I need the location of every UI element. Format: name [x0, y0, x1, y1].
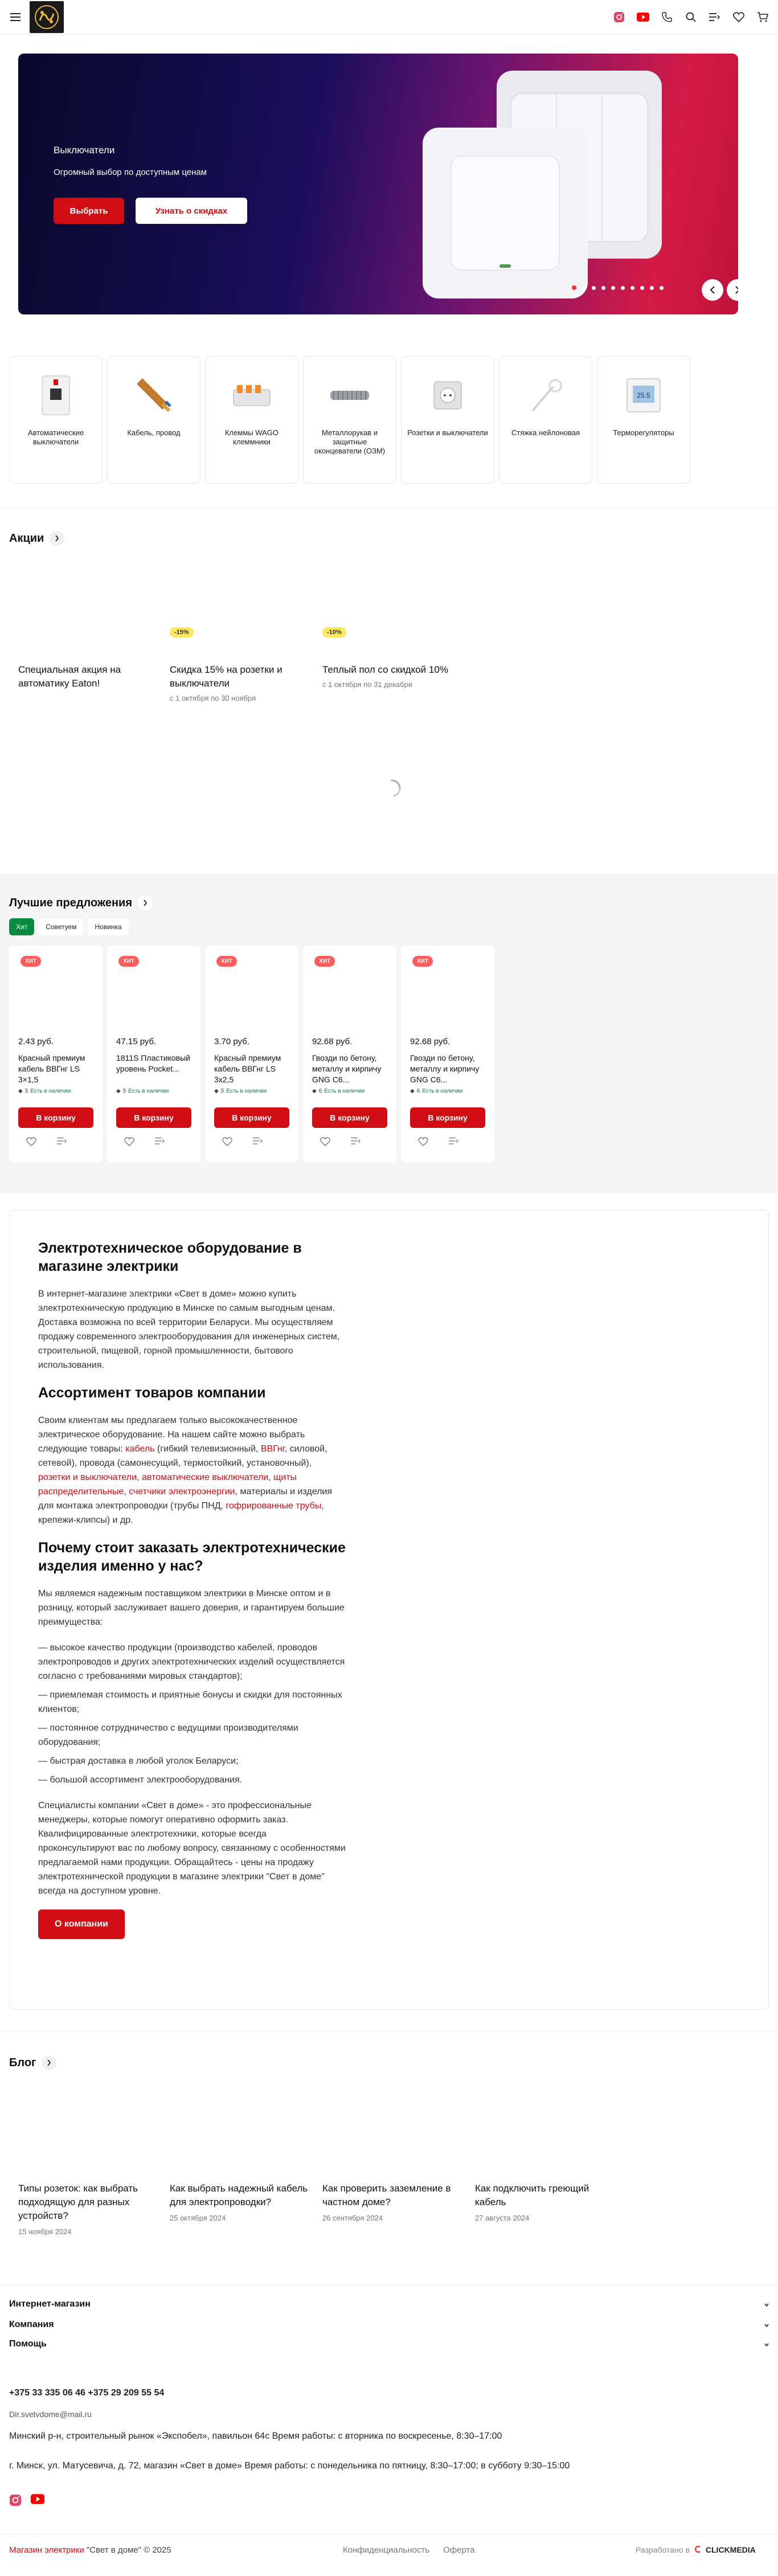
header-left — [9, 1, 64, 33]
stock-label: Есть в наличии — [324, 1088, 365, 1094]
product-card[interactable] — [205, 946, 298, 1162]
slider-dot[interactable] — [630, 286, 634, 290]
heart-icon[interactable] — [222, 1137, 232, 1149]
hit-badge: ХИТ — [314, 956, 335, 967]
blog-title-text: Как подключить греющий кабель — [475, 2183, 589, 2207]
socket-icon — [425, 373, 470, 418]
chevron-down-icon — [764, 2339, 769, 2349]
site-header — [0, 0, 778, 34]
about-heading: Электротехническое оборудование в магазине электрики — [38, 1240, 302, 1274]
category-label: Стяжка нейлоновая — [511, 428, 580, 437]
chevron-right-icon — [50, 531, 64, 546]
blog-title: Блог — [9, 2056, 36, 2069]
footer-email[interactable]: Dir.svetvdome@mail.ru — [9, 2410, 92, 2419]
stock-status — [214, 1088, 267, 1094]
phone-icon[interactable] — [661, 11, 673, 23]
cable-tie-icon — [523, 373, 568, 418]
svg-text:25.5: 25.5 — [637, 391, 650, 399]
stock-label: Есть в наличии — [128, 1088, 169, 1094]
add-to-cart-button[interactable]: В корзину — [410, 1107, 485, 1128]
link-vvgng[interactable]: ВВГнг — [260, 1444, 285, 1454]
developer-credit[interactable] — [636, 2545, 756, 2554]
blog-title-text: Типы розеток: как выбрать подходящую для разных устройств? — [18, 2183, 138, 2221]
clickmedia-logo-icon — [694, 2545, 701, 2554]
thermostat-icon — [621, 373, 666, 418]
slider-dot[interactable] — [592, 286, 596, 290]
add-to-cart-button[interactable]: В корзину — [116, 1107, 191, 1128]
category-label: Металлорукав и защитные оконцеватели (ОЗМ) — [314, 428, 386, 455]
slider-dots — [572, 285, 664, 290]
add-to-cart-button[interactable]: В корзину — [18, 1107, 93, 1128]
stock-status — [116, 1088, 169, 1094]
compare-icon[interactable] — [155, 1137, 165, 1149]
promo-title: Специальная акция на автоматику Eaton! — [18, 664, 121, 689]
legal-links — [343, 2545, 475, 2555]
text: , силовой, сетевой), провода (самонесущий, термостойкий, установочный), — [38, 1444, 327, 1468]
offers-title: Лучшие предложения — [9, 896, 133, 909]
text: , материалы и изделия для монтажа электропроводки (трубы ПНД, — [38, 1487, 333, 1511]
footer-section-company[interactable] — [9, 2320, 769, 2330]
blog-title-text: Как проверить заземление в частном доме? — [322, 2183, 451, 2207]
why-paragraph: Мы являемся надежным поставщиком электрики в Минске оптом и в розницу, который заслуживает вашего доверия, и гарантируем большие преимущества: — [38, 1589, 345, 1627]
youtube-icon[interactable] — [637, 11, 649, 23]
chevron-right-icon — [42, 2055, 56, 2070]
footer-phones[interactable]: +375 33 335 06 46 +375 29 209 55 54 — [9, 2388, 165, 2398]
text: , — [268, 1473, 274, 1482]
about-paragraph: В интернет-магазине электрики «Свет в доме» можно купить электротехническую продукцию в Минске по самым выгодным ценам. Доставка возможна по всей территории Беларуси. Мы осуществляем продажу современного электрооборудования для инженерных систем, строительной, пищевой, горной промышленности, бытового использования. — [38, 1289, 340, 1370]
about-company-button[interactable]: О компании — [38, 1909, 125, 1939]
slider-prev-button[interactable] — [702, 279, 723, 301]
choose-button[interactable]: Выбрать — [54, 198, 124, 224]
category-label: Кабель, провод — [127, 428, 181, 437]
benefit-item: — быстрая доставка в любой уголок Беларуси; — [38, 1756, 239, 1766]
product-price: 2.43 руб. — [18, 1037, 54, 1046]
assortment-paragraph — [38, 1413, 346, 1527]
tab-hit[interactable]: Хит — [9, 918, 34, 935]
heart-icon[interactable] — [26, 1137, 36, 1149]
category-label: Розетки и выключатели — [407, 428, 488, 437]
category-card[interactable] — [107, 356, 200, 484]
tab-recommended[interactable]: Советуем — [39, 918, 83, 935]
stock-count: 6 — [416, 1088, 420, 1094]
compare-icon[interactable] — [57, 1137, 67, 1149]
hero-banner — [18, 54, 738, 314]
link-shields[interactable]: щиты распределительные — [38, 1473, 297, 1496]
promo-title: Теплый пол со скидкой 10% — [322, 664, 448, 675]
promo-spacer — [322, 644, 465, 663]
compare-icon[interactable] — [449, 1137, 459, 1149]
promo-date: с 1 октября по 30 ноября — [170, 694, 256, 702]
heart-icon[interactable] — [732, 11, 745, 23]
compare-icon[interactable] — [709, 11, 721, 23]
discounts-button[interactable]: Узнать о скидках — [136, 198, 247, 224]
benefit-item: — приемлемая стоимость и приятные бонусы и скидки для постоянных клиентов; — [38, 1690, 342, 1714]
stock-label: Есть в наличии — [226, 1088, 267, 1094]
category-card[interactable] — [303, 356, 396, 484]
link-pipes[interactable]: гофрированные трубы — [226, 1501, 322, 1511]
product-actions — [320, 1137, 361, 1149]
blog-heading[interactable] — [9, 2055, 56, 2070]
why-heading: Почему стоит заказать электротехнические изделия именно у нас? — [38, 1540, 346, 1574]
blog-title-text: Как выбрать надежный кабель для электропроводки? — [170, 2183, 308, 2207]
product-card[interactable] — [9, 946, 103, 1162]
benefit-item: — высокое качество продукции (производство кабелей, проводов электропроводов и других электротехнических изделий осуществляется согласно с требованиями мировых стандартов); — [38, 1643, 345, 1681]
heart-icon[interactable] — [418, 1137, 428, 1149]
stock-label: Есть в наличии — [422, 1088, 463, 1094]
promotions-title: Акции — [9, 531, 44, 545]
text: , крепежи-клипсы) и др. — [38, 1501, 324, 1525]
stock-count: 5 — [122, 1088, 126, 1094]
assortment-heading: Ассортимент товаров компании — [38, 1385, 266, 1401]
divider — [0, 2031, 778, 2032]
product-name[interactable]: 1811S Пластиковый уровень Pocket... — [116, 1053, 190, 1073]
category-list — [9, 356, 690, 484]
slider-dot[interactable] — [611, 286, 615, 290]
breaker-icon — [33, 373, 79, 418]
youtube-icon[interactable] — [31, 2494, 44, 2509]
stock-dot-icon: ◆ — [410, 1088, 415, 1094]
copyright-brand: Магазин электрики — [9, 2545, 84, 2555]
blog-card[interactable] — [322, 2182, 462, 2222]
blog-date: 25 октября 2024 — [170, 2214, 226, 2222]
chevron-right-icon — [735, 286, 738, 294]
compare-icon[interactable] — [351, 1137, 361, 1149]
blog-date: 27 августа 2024 — [475, 2214, 530, 2222]
developer-label: Разработано в — [636, 2545, 690, 2554]
promo-date: с 1 октября по 31 декабря — [322, 680, 412, 689]
blog-date: 26 сентября 2024 — [322, 2214, 383, 2222]
footer-section-help[interactable] — [9, 2339, 769, 2349]
footer-section-shop[interactable] — [9, 2299, 769, 2309]
compare-icon[interactable] — [253, 1137, 263, 1149]
promo-badge-wrap — [322, 627, 465, 644]
chevron-down-icon — [764, 2320, 769, 2330]
slider-dot[interactable] — [582, 286, 586, 290]
cart-icon[interactable] — [756, 11, 769, 23]
category-label: Автоматические выключатели — [27, 428, 84, 446]
cable-icon — [131, 373, 177, 418]
chevron-left-icon — [710, 286, 715, 294]
copyright — [9, 2545, 171, 2555]
product-card[interactable] — [303, 946, 396, 1162]
discount-badge: -10% — [322, 627, 346, 637]
category-card[interactable] — [597, 356, 690, 484]
offer-link[interactable]: Оферта — [443, 2545, 475, 2555]
product-actions — [222, 1137, 263, 1149]
link-meters[interactable]: счетчики электроэнергии — [129, 1487, 235, 1496]
instagram-icon[interactable] — [9, 2494, 22, 2509]
instagram-icon[interactable] — [613, 11, 625, 23]
switch-product-image — [388, 59, 707, 310]
heart-icon[interactable] — [320, 1137, 330, 1149]
benefit-item: — постоянное сотрудничество с ведущими производителями оборудования; — [38, 1723, 298, 1747]
heart-icon[interactable] — [124, 1137, 134, 1149]
loading-spinner-icon — [382, 778, 402, 799]
metal-hose-icon — [327, 373, 372, 418]
stock-count: 6 — [318, 1088, 322, 1094]
product-card[interactable] — [107, 946, 200, 1162]
copyright-text: "Свет в доме" © 2025 — [84, 2545, 171, 2555]
product-price: 3.70 руб. — [214, 1037, 249, 1046]
footer-social — [9, 2494, 44, 2509]
stock-count: 5 — [24, 1088, 28, 1094]
hit-badge: ХИТ — [118, 956, 139, 967]
benefit-item: — большой ассортимент электрооборудования. — [38, 1775, 243, 1785]
product-price: 47.15 руб. — [116, 1037, 157, 1046]
hamburger-icon[interactable] — [9, 11, 22, 23]
link-sockets[interactable]: розетки и выключатели — [38, 1473, 137, 1482]
blog-card[interactable] — [170, 2182, 309, 2222]
category-label: Клеммы WAGO клеммники — [225, 428, 279, 446]
category-card[interactable] — [205, 356, 298, 484]
promo-spacer — [170, 644, 312, 663]
promo-title: Скидка 15% на розетки и выключатели — [170, 664, 282, 689]
search-icon[interactable] — [685, 11, 697, 23]
footer-section-label: Помощь — [9, 2339, 47, 2349]
divider — [0, 2284, 778, 2285]
specialists-paragraph: Специалисты компании «Свет в доме» - это профессиональные менеджеры, которые помогут оперативно оформить заказ. Квалифицированные электротехники, которые всегда проконсультируют вас по любому вопросу, связанному с особенностями предлагаемой нами продукции. Обращайтесь - цены на продажу электротехнической продукции в магазине электрики "Свет в доме" всегда на доступном уровне. — [38, 1801, 346, 1896]
stock-dot-icon: ◆ — [116, 1088, 121, 1094]
footer-address-market: Минский р-н, строительный рынок «Экспобел», павильон 64с Время работы: с вторника по воскресенье, 8:30–17:00 — [9, 2431, 502, 2441]
blog-card[interactable] — [18, 2182, 158, 2236]
offers-tabs — [9, 918, 129, 935]
category-label: Терморегуляторы — [613, 428, 674, 437]
blog-date: 15 ноября 2024 — [18, 2227, 72, 2236]
text: Своим клиентам мы предлагаем только высококачественное электрическое оборудование. На нашем сайте можно выбрать следующие товары: — [38, 1416, 305, 1454]
product-actions — [26, 1137, 67, 1149]
hit-badge: ХИТ — [412, 956, 433, 967]
category-card[interactable] — [499, 356, 592, 484]
offers-heading[interactable] — [9, 896, 153, 910]
promo-card[interactable] — [170, 627, 312, 702]
chevron-right-icon — [138, 896, 153, 910]
blog-card[interactable] — [475, 2182, 615, 2222]
footer-section-label: Компания — [9, 2320, 54, 2329]
promo-card[interactable] — [18, 627, 161, 690]
slider-dot[interactable] — [601, 286, 605, 290]
slider-dot[interactable] — [650, 286, 654, 290]
stock-status — [312, 1088, 365, 1094]
text: , — [137, 1473, 142, 1482]
stock-status — [410, 1088, 462, 1094]
category-card[interactable] — [401, 356, 494, 484]
banner-title: Выключатели — [54, 145, 115, 156]
about-content — [38, 1239, 346, 1939]
privacy-link[interactable]: Конфиденциальность — [343, 2545, 430, 2555]
slider-dot[interactable] — [572, 285, 576, 290]
header-actions — [613, 11, 769, 23]
discount-badge: -15% — [170, 627, 194, 637]
product-actions — [418, 1137, 459, 1149]
slider-next-button[interactable] — [727, 279, 738, 301]
about-section — [9, 1210, 769, 2010]
slider-dot[interactable] — [640, 286, 644, 290]
chevron-down-icon — [764, 2299, 769, 2309]
stock-dot-icon: ◆ — [312, 1088, 317, 1094]
hit-badge: ХИТ — [21, 956, 41, 967]
add-to-cart-button[interactable]: В корзину — [214, 1107, 289, 1128]
slider-dot[interactable] — [621, 286, 625, 290]
site-logo[interactable] — [30, 1, 64, 33]
hit-badge: ХИТ — [216, 956, 237, 967]
stock-dot-icon: ◆ — [18, 1088, 23, 1094]
product-price: 92.68 руб. — [312, 1037, 353, 1046]
tab-new[interactable]: Новинка — [88, 918, 128, 935]
promotions-heading[interactable] — [9, 531, 64, 546]
product-card[interactable] — [401, 946, 494, 1162]
product-actions — [124, 1137, 165, 1149]
footer-section-label: Интернет-магазин — [9, 2299, 91, 2309]
stock-status — [18, 1088, 71, 1094]
promo-spacer — [18, 627, 161, 663]
product-name[interactable]: Гвозди по бетону, металлу и кирпичу GNG C6... — [312, 1053, 382, 1084]
developer-brand: CLICKMEDIA — [705, 2545, 756, 2554]
footer-address-shop: г. Минск, ул. Матусевича, д. 72, магазин «Свет в доме» Время работы: с понедельника по пятницу, 8:30–17:00; в субботу 9:30–15:00 — [9, 2461, 570, 2471]
add-to-cart-button[interactable]: В корзину — [312, 1107, 387, 1128]
promo-card[interactable] — [322, 627, 465, 689]
stock-count: 5 — [220, 1088, 224, 1094]
category-card[interactable] — [9, 356, 103, 484]
product-name[interactable]: Красный премиум кабель ВВГнг LS 3х2,5 — [214, 1053, 281, 1084]
wago-icon — [229, 373, 275, 418]
text: , — [124, 1487, 129, 1496]
link-cable[interactable]: кабель — [125, 1444, 155, 1454]
slider-dot[interactable] — [660, 286, 664, 290]
product-price: 92.68 руб. — [410, 1037, 451, 1046]
text: (гибкий телевизионный, — [154, 1444, 261, 1454]
promo-badge-wrap — [170, 627, 312, 644]
banner-subtitle: Огромный выбор по доступным ценам — [54, 167, 207, 177]
stock-dot-icon: ◆ — [214, 1088, 219, 1094]
product-name[interactable]: Гвозди по бетону, металлу и кирпичу GNG C6... — [410, 1053, 480, 1084]
link-breakers[interactable]: автоматические выключатели — [141, 1473, 269, 1482]
product-name[interactable]: Красный премиум кабель ВВГнг LS 3×1,5 — [18, 1053, 85, 1084]
divider — [0, 507, 778, 508]
stock-label: Есть в наличии — [30, 1088, 71, 1094]
